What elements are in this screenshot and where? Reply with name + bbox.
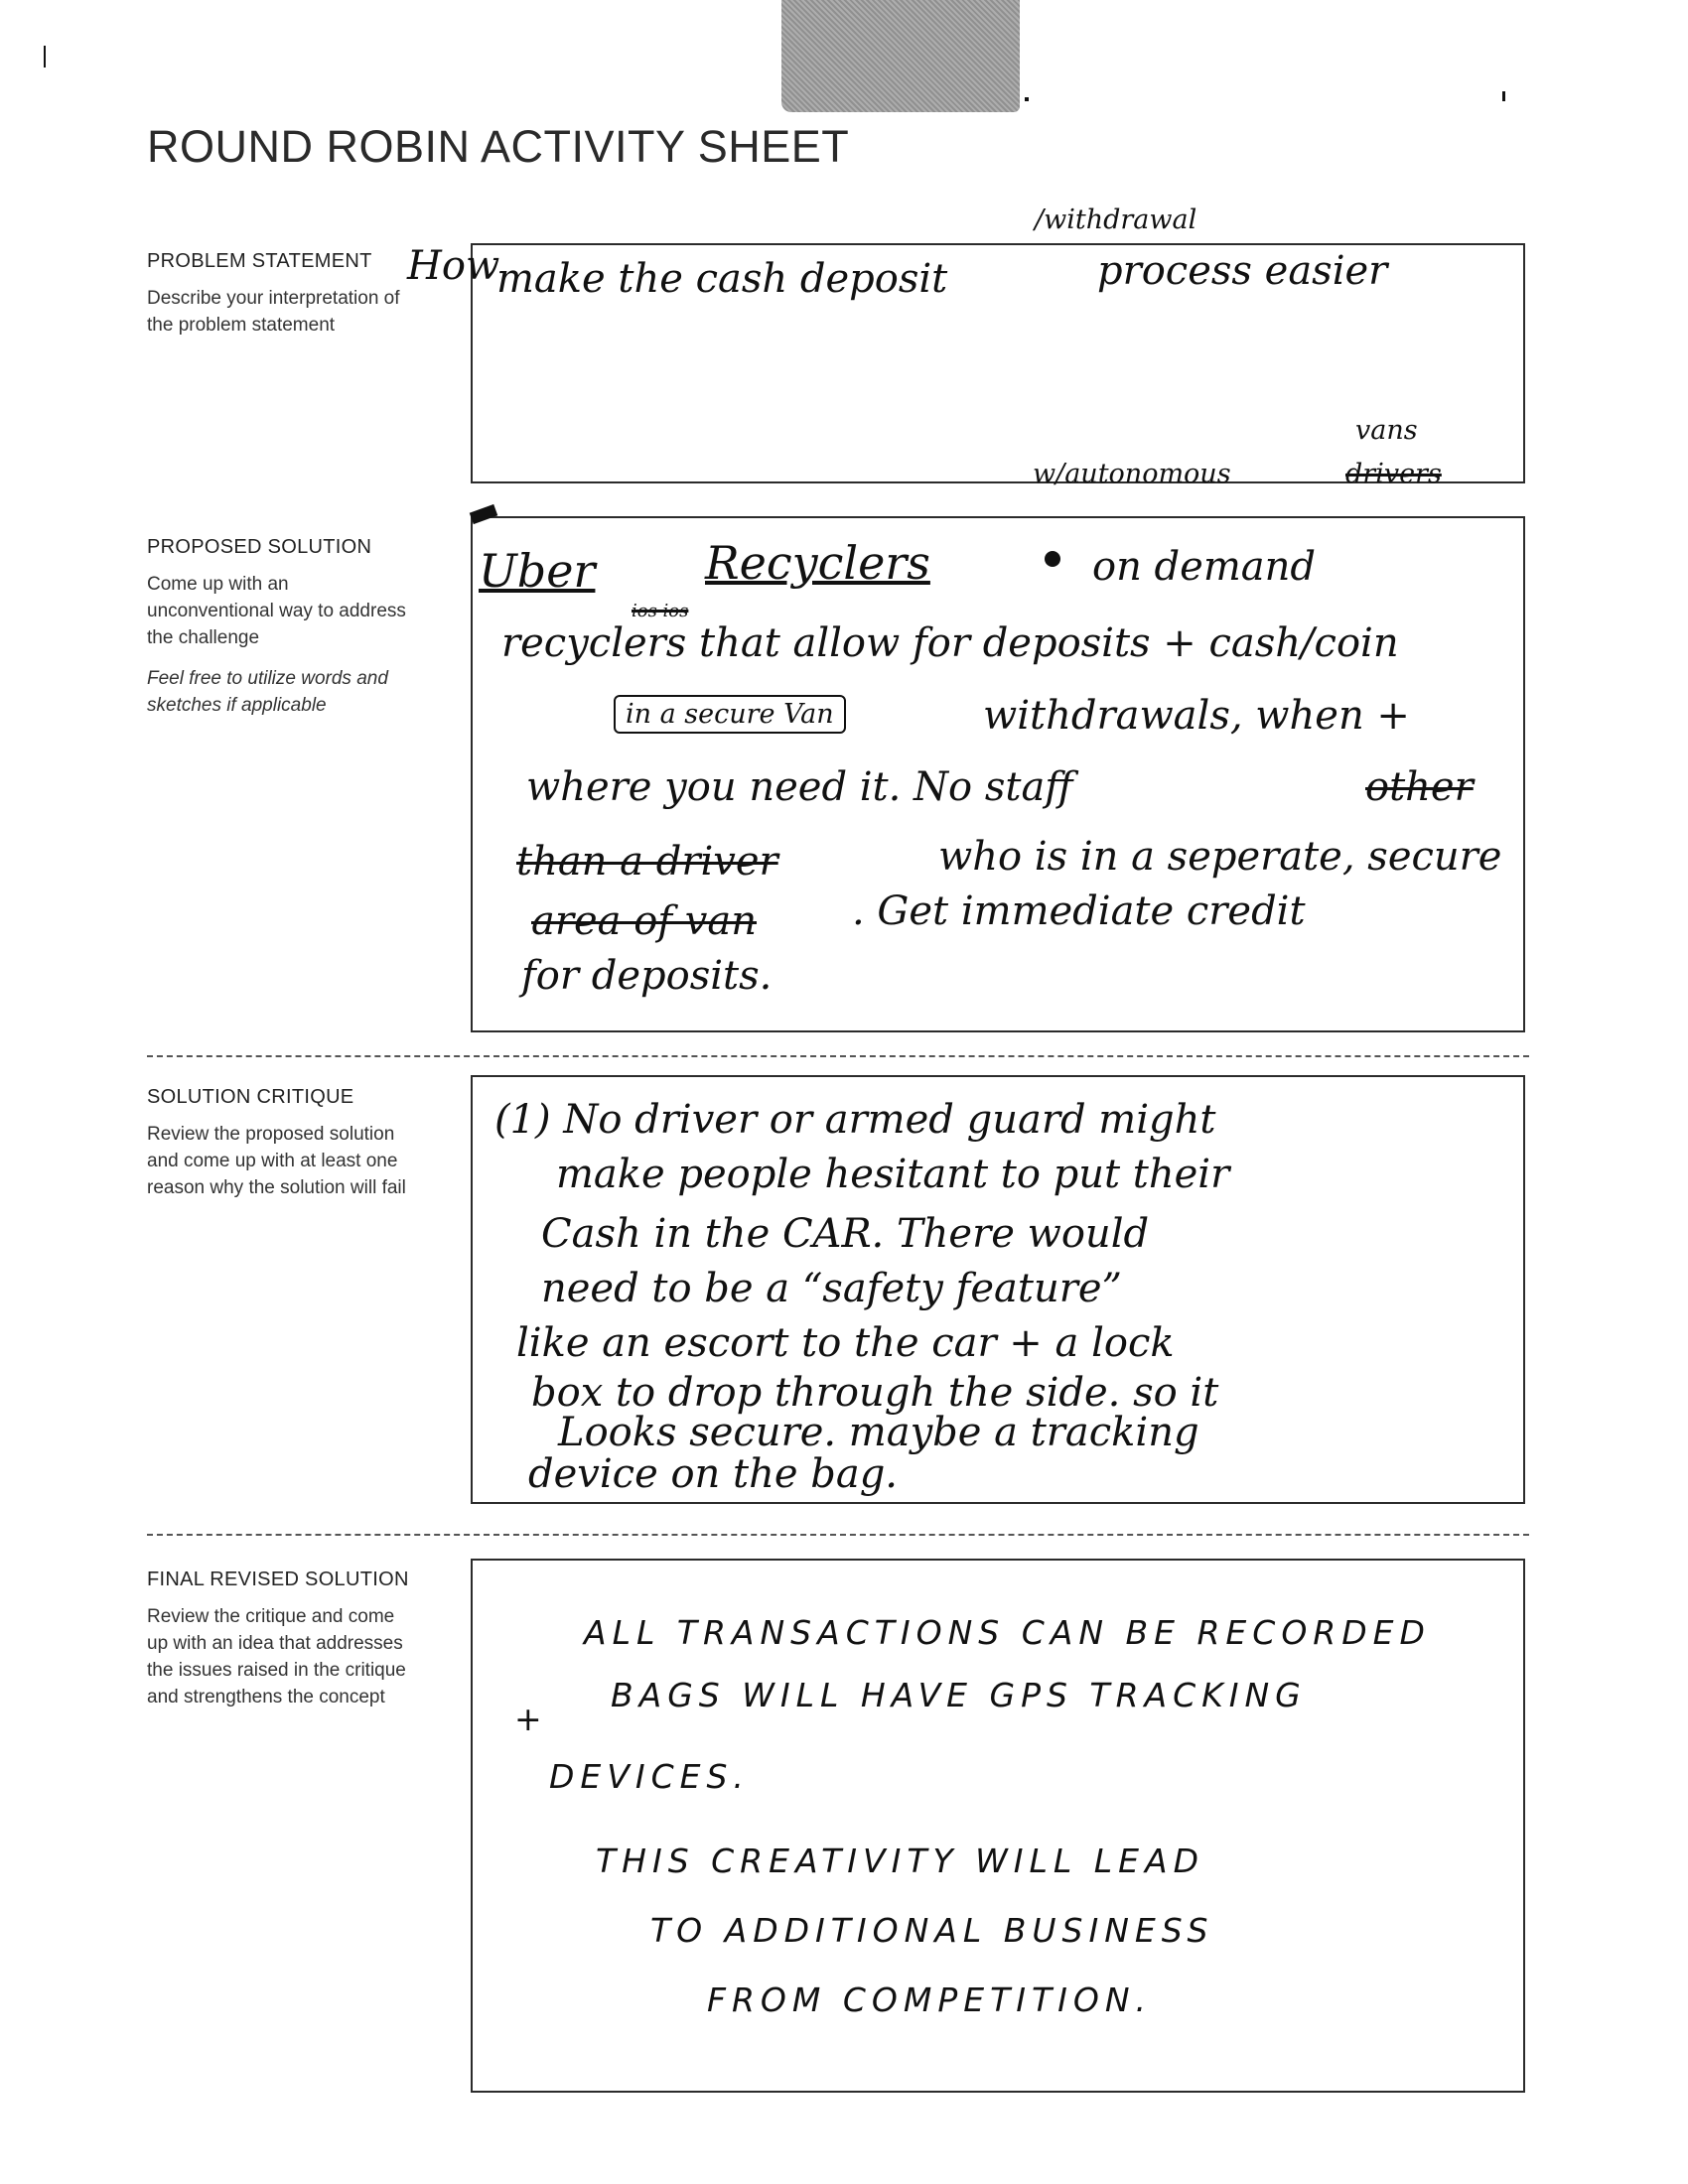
handwritten-line: box to drop through the side. so it [531,1370,1219,1416]
handwritten-insertion: w/autonomous [1033,459,1231,489]
handwritten-strikethrough: drivers [1345,459,1442,489]
section-divider [147,1534,1529,1536]
handwritten-text: for deposits. [521,953,773,999]
handwritten-line: (1) No driver or armed guard might [494,1097,1216,1143]
handwritten-strikethrough: area of van [531,898,758,944]
handwritten-caps-line: FROM COMPETITION. [707,1980,1153,2019]
section-heading: PROPOSED SOLUTION [147,536,372,558]
section-instruction: Come up with an unconventional way to address the challenge [147,574,406,648]
section-divider [147,1055,1529,1057]
handwritten-line: make people hesitant to put their [556,1152,1230,1197]
handwritten-text: . Get immediate credit [852,888,1306,934]
handwritten-line: like an escort to the car + a lock [516,1320,1175,1366]
handwritten-title: Recyclers [705,536,930,590]
bullet-dot [1045,551,1060,567]
handwritten-insertion: vans [1355,415,1418,446]
handwritten-text: How [407,243,500,289]
handwritten-text: where you need it. No staff [526,764,1073,810]
page-title: ROUND ROBIN ACTIVITY SHEET [147,121,850,172]
handwritten-caps-line: TO ADDITIONAL BUSINESS [650,1911,1214,1950]
handwritten-insertion: /withdrawal [1035,205,1197,235]
final-label [147,1569,415,1710]
handwritten-line: Looks secure. maybe a tracking [558,1410,1199,1455]
handwritten-caps-line: BAGS WILL HAVE GPS TRACKING [611,1676,1307,1714]
handwritten-text: who is in a seperate, secure [938,834,1502,880]
handwritten-line: Cash in the CAR. There would [541,1211,1150,1257]
boxed-insertion: in a secure Van [614,695,846,734]
section-instruction: Review the critique and come up with an idea that addresses the issues raised in the critique and strengthens the concept [147,1606,406,1707]
handwritten-strikethrough: ios ios [632,601,689,621]
handwritten-text: make the cash deposit [496,256,948,302]
handwritten-strikethrough: other [1365,764,1474,810]
critique-label [147,1086,415,1201]
section-heading: SOLUTION CRITIQUE [147,1086,354,1108]
handwritten-text: withdrawals, when + [983,693,1410,739]
scan-mark [1025,97,1029,101]
handwritten-text: recyclers that allow for deposits + cash/coin [501,620,1399,666]
masking-tape [781,0,1020,112]
handwritten-caps-line: ALL TRANSACTIONS CAN BE RECORDED [584,1613,1431,1652]
section-hint: Feel free to utilize words and sketches if applicable [147,668,388,716]
handwritten-strikethrough: than a driver [516,839,778,885]
scan-mark [44,46,46,68]
proposed-label [147,536,415,719]
handwritten-title: Uber [479,544,596,598]
scan-mark [1502,91,1505,101]
handwritten-line: need to be a “safety feature” [541,1266,1122,1311]
handwritten-line: device on the bag. [528,1451,899,1497]
section-instruction: Review the proposed solution and come up with at least one reason why the solution will fail [147,1124,406,1198]
section-heading: FINAL REVISED SOLUTION [147,1569,409,1590]
section-instruction: Describe your interpretation of the problem statement [147,288,400,336]
problem-label [147,250,415,339]
handwritten-text: process easier [1097,248,1388,294]
section-heading: PROBLEM STATEMENT [147,250,372,272]
handwritten-text: on demand [1092,544,1316,590]
handwritten-caps-line: + [514,1700,548,1738]
handwritten-caps-line: THIS CREATIVITY WILL LEAD [596,1842,1204,1880]
handwritten-caps-line: DEVICES. [549,1757,750,1796]
